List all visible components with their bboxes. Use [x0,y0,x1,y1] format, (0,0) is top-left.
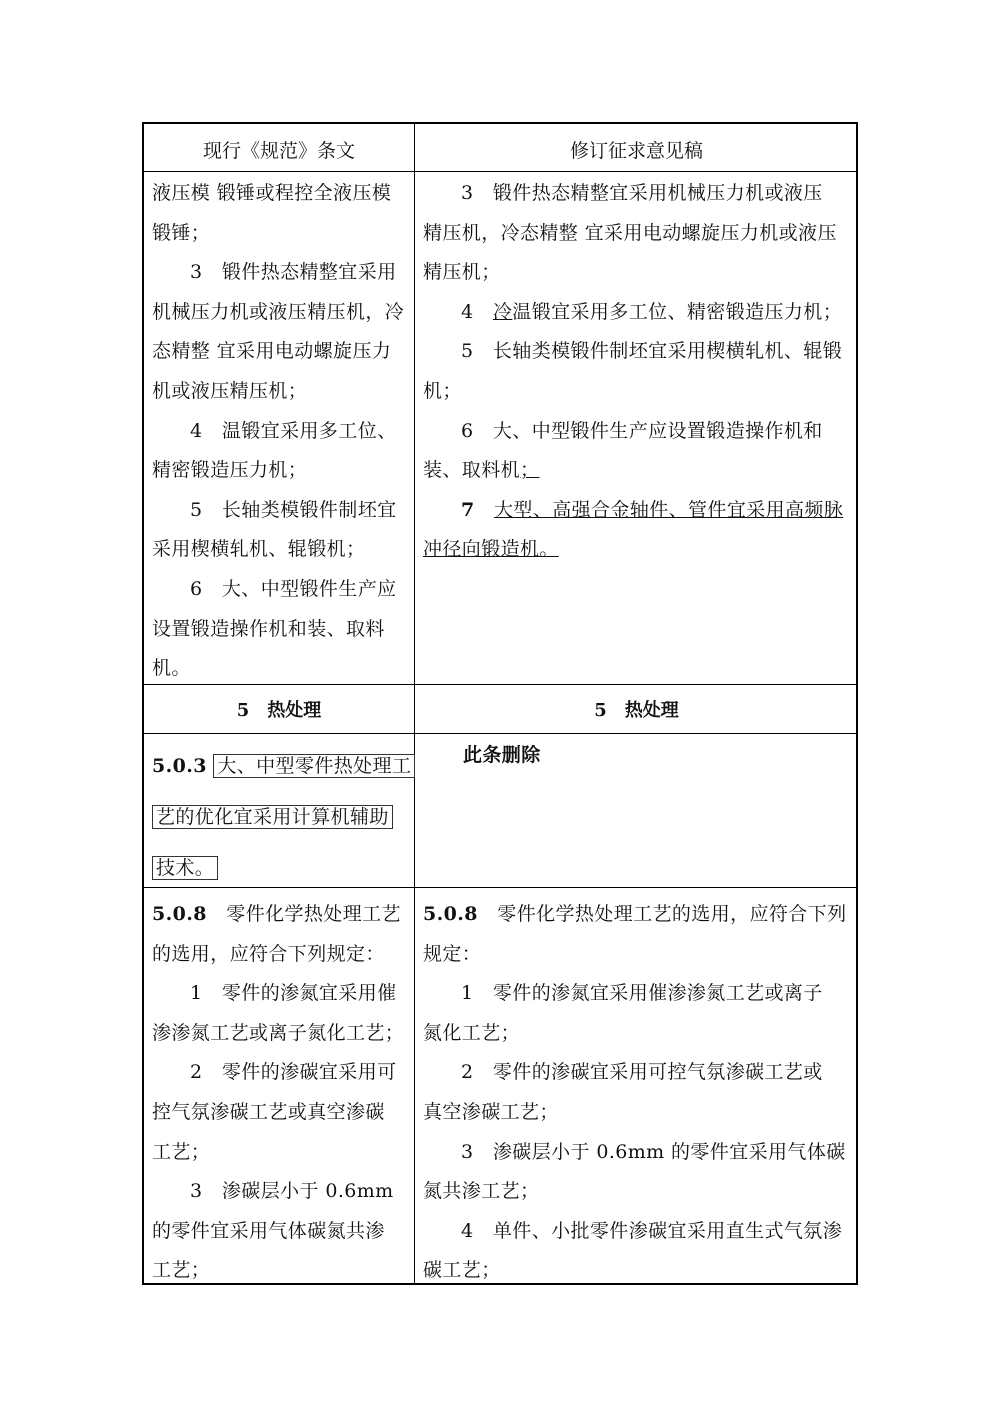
text-line: 液压模 锻锤或程控全液压模 [152,182,392,204]
text-line: 1 零件的渗氮宜采用催 [190,982,397,1005]
section-title-right: 5 热处理 [594,700,679,721]
text-line: 3 渗碳层小于 0.6mm [190,1180,394,1203]
text-line [423,895,853,935]
text-line: 工艺； [152,1259,211,1282]
header-right: 修订征求意见稿 [569,140,703,162]
deleted-note: 此条删除 [463,744,541,766]
text-line: 渗渗氮工艺或离子氮化工艺； [152,1021,405,1044]
boxed-text: 大、中型零件热处理工 [213,754,415,778]
block2-left [152,741,412,894]
text-line: 采用楔横轧机、辊锻机； [152,538,366,561]
text-line: 2 零件的渗碳宜采用可控气氛渗碳工艺或 [461,1061,823,1084]
text-line: 精密锻造压力机； [152,459,308,482]
text-line [152,792,408,843]
text-line [423,451,853,491]
boxed-text: 艺的优化宜采用计算机辅助 [152,805,393,829]
row-divider [144,733,856,734]
text-line [423,530,853,570]
text-line: 机或液压精压机； [152,379,308,402]
text-line: 氮化工艺； [423,1021,521,1044]
block3-left [152,895,408,1291]
text-span: 零件化学热处理工艺的选用，应符合下列 [477,903,847,925]
underlined-text: 冲径向锻造机。 [423,538,559,561]
text-line: 1 零件的渗氮宜采用催渗渗氮工艺或离子 [461,982,823,1005]
text-line: 机。 [152,657,191,680]
text-line: 3 锻件热态精整宜采用 [190,261,397,284]
text-line: 机； [423,379,462,402]
text-line: 规定： [423,942,482,965]
text-line: 6 大、中型锻件生产应 [190,577,397,600]
text-line [152,895,408,935]
row-divider [144,171,856,172]
comparison-table [142,122,858,1285]
text-line: 精压机； [423,261,501,284]
clause-number: 5.0.8 [423,903,478,925]
underlined-text: 冷 [492,300,513,323]
text-line: 锻锤； [152,221,211,244]
text-line: 4 温锻宜采用多工位、 [190,419,397,442]
text-line: 真空渗碳工艺； [423,1100,559,1123]
text-line: 碳工艺； [423,1259,501,1282]
text-line: 精压机，冷态精整 宜采用电动螺旋压力机或液压 [423,221,837,244]
block1-right [423,174,853,570]
text-line: 5 长轴类模锻件制坯宜 [190,498,397,521]
text-line: 3 渗碳层小于 0.6mm 的零件宜采用气体碳 [461,1140,846,1163]
text-line: 5 长轴类模锻件制坯宜采用楔横轧机、辊锻 [461,340,843,363]
text-span: 装、取料机 [423,459,521,482]
text-line: 3 锻件热态精整宜采用机械压力机或液压 [461,182,823,204]
text-line [152,741,412,792]
block3-right [423,895,853,1291]
text-line [423,491,853,531]
text-line [152,843,408,894]
text-line: 的选用，应符合下列规定： [152,942,385,965]
text-line: 氮共渗工艺； [423,1180,540,1203]
text-line: 2 零件的渗碳宜采用可 [190,1061,397,1084]
block1-left [152,174,408,689]
text-span: 零件化学热处理工艺 [206,903,401,925]
item-number: 4 [461,300,493,323]
text-line [423,293,853,333]
section-title-left: 5 热处理 [236,700,322,721]
text-span: 温锻宜采用多工位、精密锻造压力机； [512,300,843,323]
text-line: 机械压力机或液压精压机，冷 [152,300,405,323]
text-line: 态精整 宜采用电动螺旋压力 [152,340,392,363]
clause-number: 5.0.3 [152,755,207,777]
text-line: 4 单件、小批零件渗碳宜采用直生式气氛渗 [461,1219,843,1242]
text-line: 设置锻造操作机和装、取料 [152,617,385,640]
item-number: 7 [461,498,475,521]
text-line: 工艺； [152,1140,211,1163]
underlined-text: 大型、高强合金轴件、管件宜采用高频脉 [494,498,844,521]
boxed-text: 技术。 [152,856,218,880]
underlined-text: ； [520,459,540,482]
text-line: 的零件宜采用气体碳氮共渗 [152,1219,385,1242]
clause-number: 5.0.8 [152,903,207,925]
header-left: 现行《规范》条文 [202,140,355,162]
text-line: 6 大、中型锻件生产应设置锻造操作机和 [461,419,823,442]
text-line: 控气氛渗碳工艺或真空渗碳 [152,1100,385,1123]
